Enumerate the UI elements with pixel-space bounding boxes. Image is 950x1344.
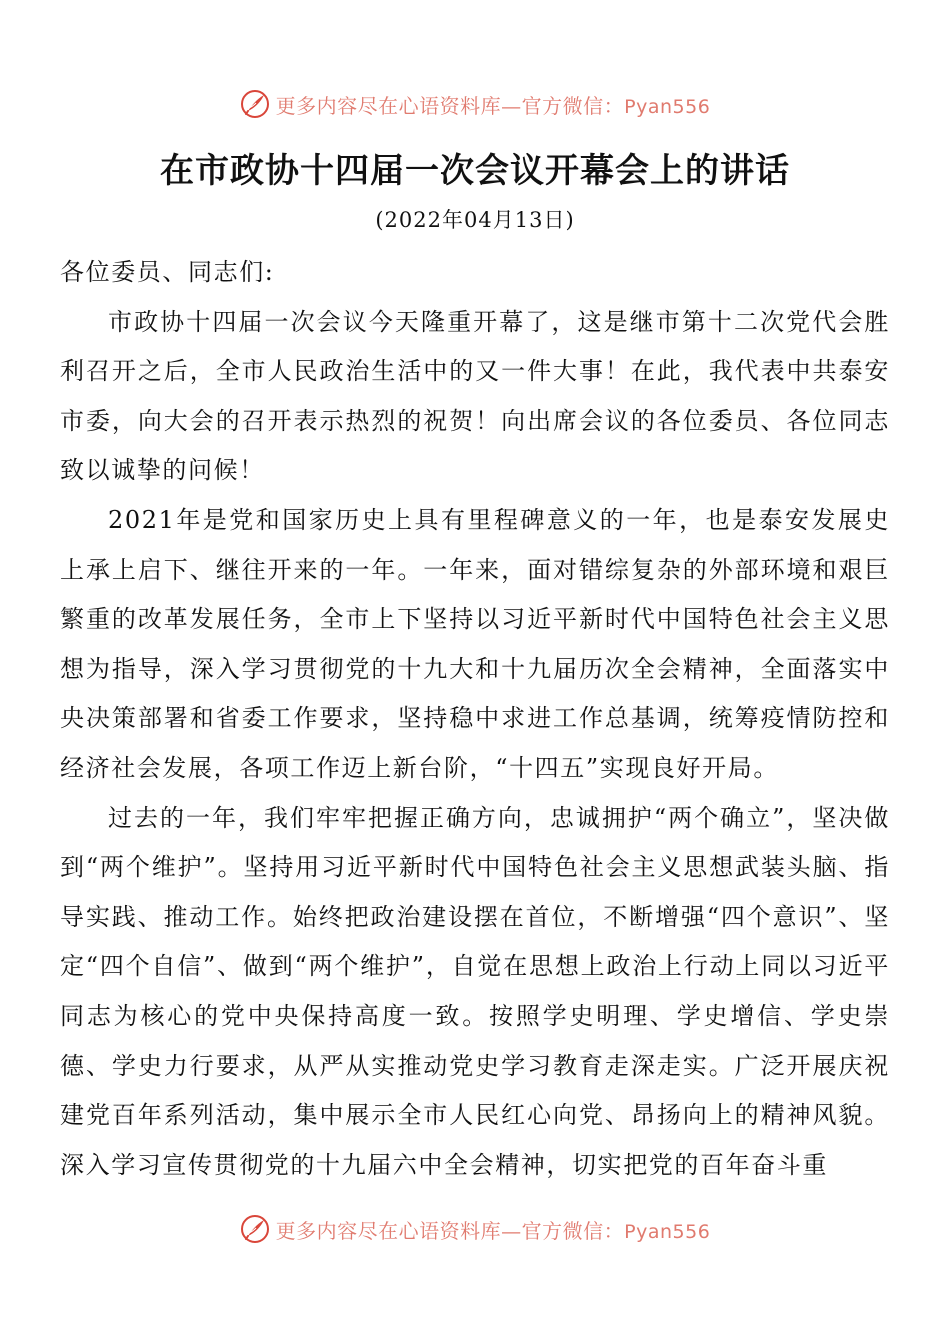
watermark-handle: Pyan556 <box>624 95 711 118</box>
document-date: (2022年04月13日) <box>375 208 575 232</box>
watermark-handle: Pyan556 <box>624 1220 711 1243</box>
document-title: 在市政协十四届一次会议开幕会上的讲话 <box>160 151 790 191</box>
watermark-text: 更多内容尽在心语资料库—官方微信：Pyan556 <box>275 1218 711 1243</box>
paragraph-1: 市政协十四届一次会议今天隆重开幕了，这是继市第十二次党代会胜利召开之后，全市人民政治生活中的又一件大事！在此，我代表中共泰安市委，向大会的召开表示热烈的祝贺！向出席会议的各位委员、各位同志致以诚挚的问候！ <box>60 307 890 485</box>
quill-pen-logo-icon <box>240 1214 270 1244</box>
paragraph-2: 2021年是党和国家历史上具有里程碑意义的一年，也是泰安发展史上承上启下、继往开来的一年。一年来，面对错综复杂的外部环境和艰巨繁重的改革发展任务，全市上下坚持以习近平新时代中国特色社会主义思想为指导，深入学习贯彻党的十九大和十九届历次全会精神，全面落实中央决策部署和省委工作要求，坚持稳中求进工作总基调，统筹疫情防控和经济社会发展，各项工作迈上新台阶，“十四五”实现良好开局。 <box>60 505 890 782</box>
salutation: 各位委员、同志们: <box>60 258 275 286</box>
footer-watermark <box>0 1209 950 1249</box>
header-watermark <box>0 84 950 124</box>
watermark-text: 更多内容尽在心语资料库—官方微信：Pyan556 <box>275 93 711 118</box>
document-body <box>60 248 890 1190</box>
paragraph-3: 过去的一年，我们牢牢把握正确方向，忠诚拥护“两个确立”，坚决做到“两个维护”。坚持用习近平新时代中国特色社会主义思想武装头脑、指导实践、推动工作。始终把政治建设摆在首位，不断增强“四个意识”、坚定“四个自信”、做到“两个维护”，自觉在思想上政治上行动上同以习近平同志为核心的党中央保持高度一致。按照学史明理、学史增信、学史崇德、学史力行要求，从严从实推动党史学习教育走深走实。广泛开展庆祝建党百年系列活动，集中展示全市人民红心向党、昂扬向上的精神风貌。深入学习宣传贯彻党的十九届六中全会精神，切实把党的百年奋斗重 <box>60 803 890 1179</box>
quill-pen-logo-icon <box>240 89 270 119</box>
